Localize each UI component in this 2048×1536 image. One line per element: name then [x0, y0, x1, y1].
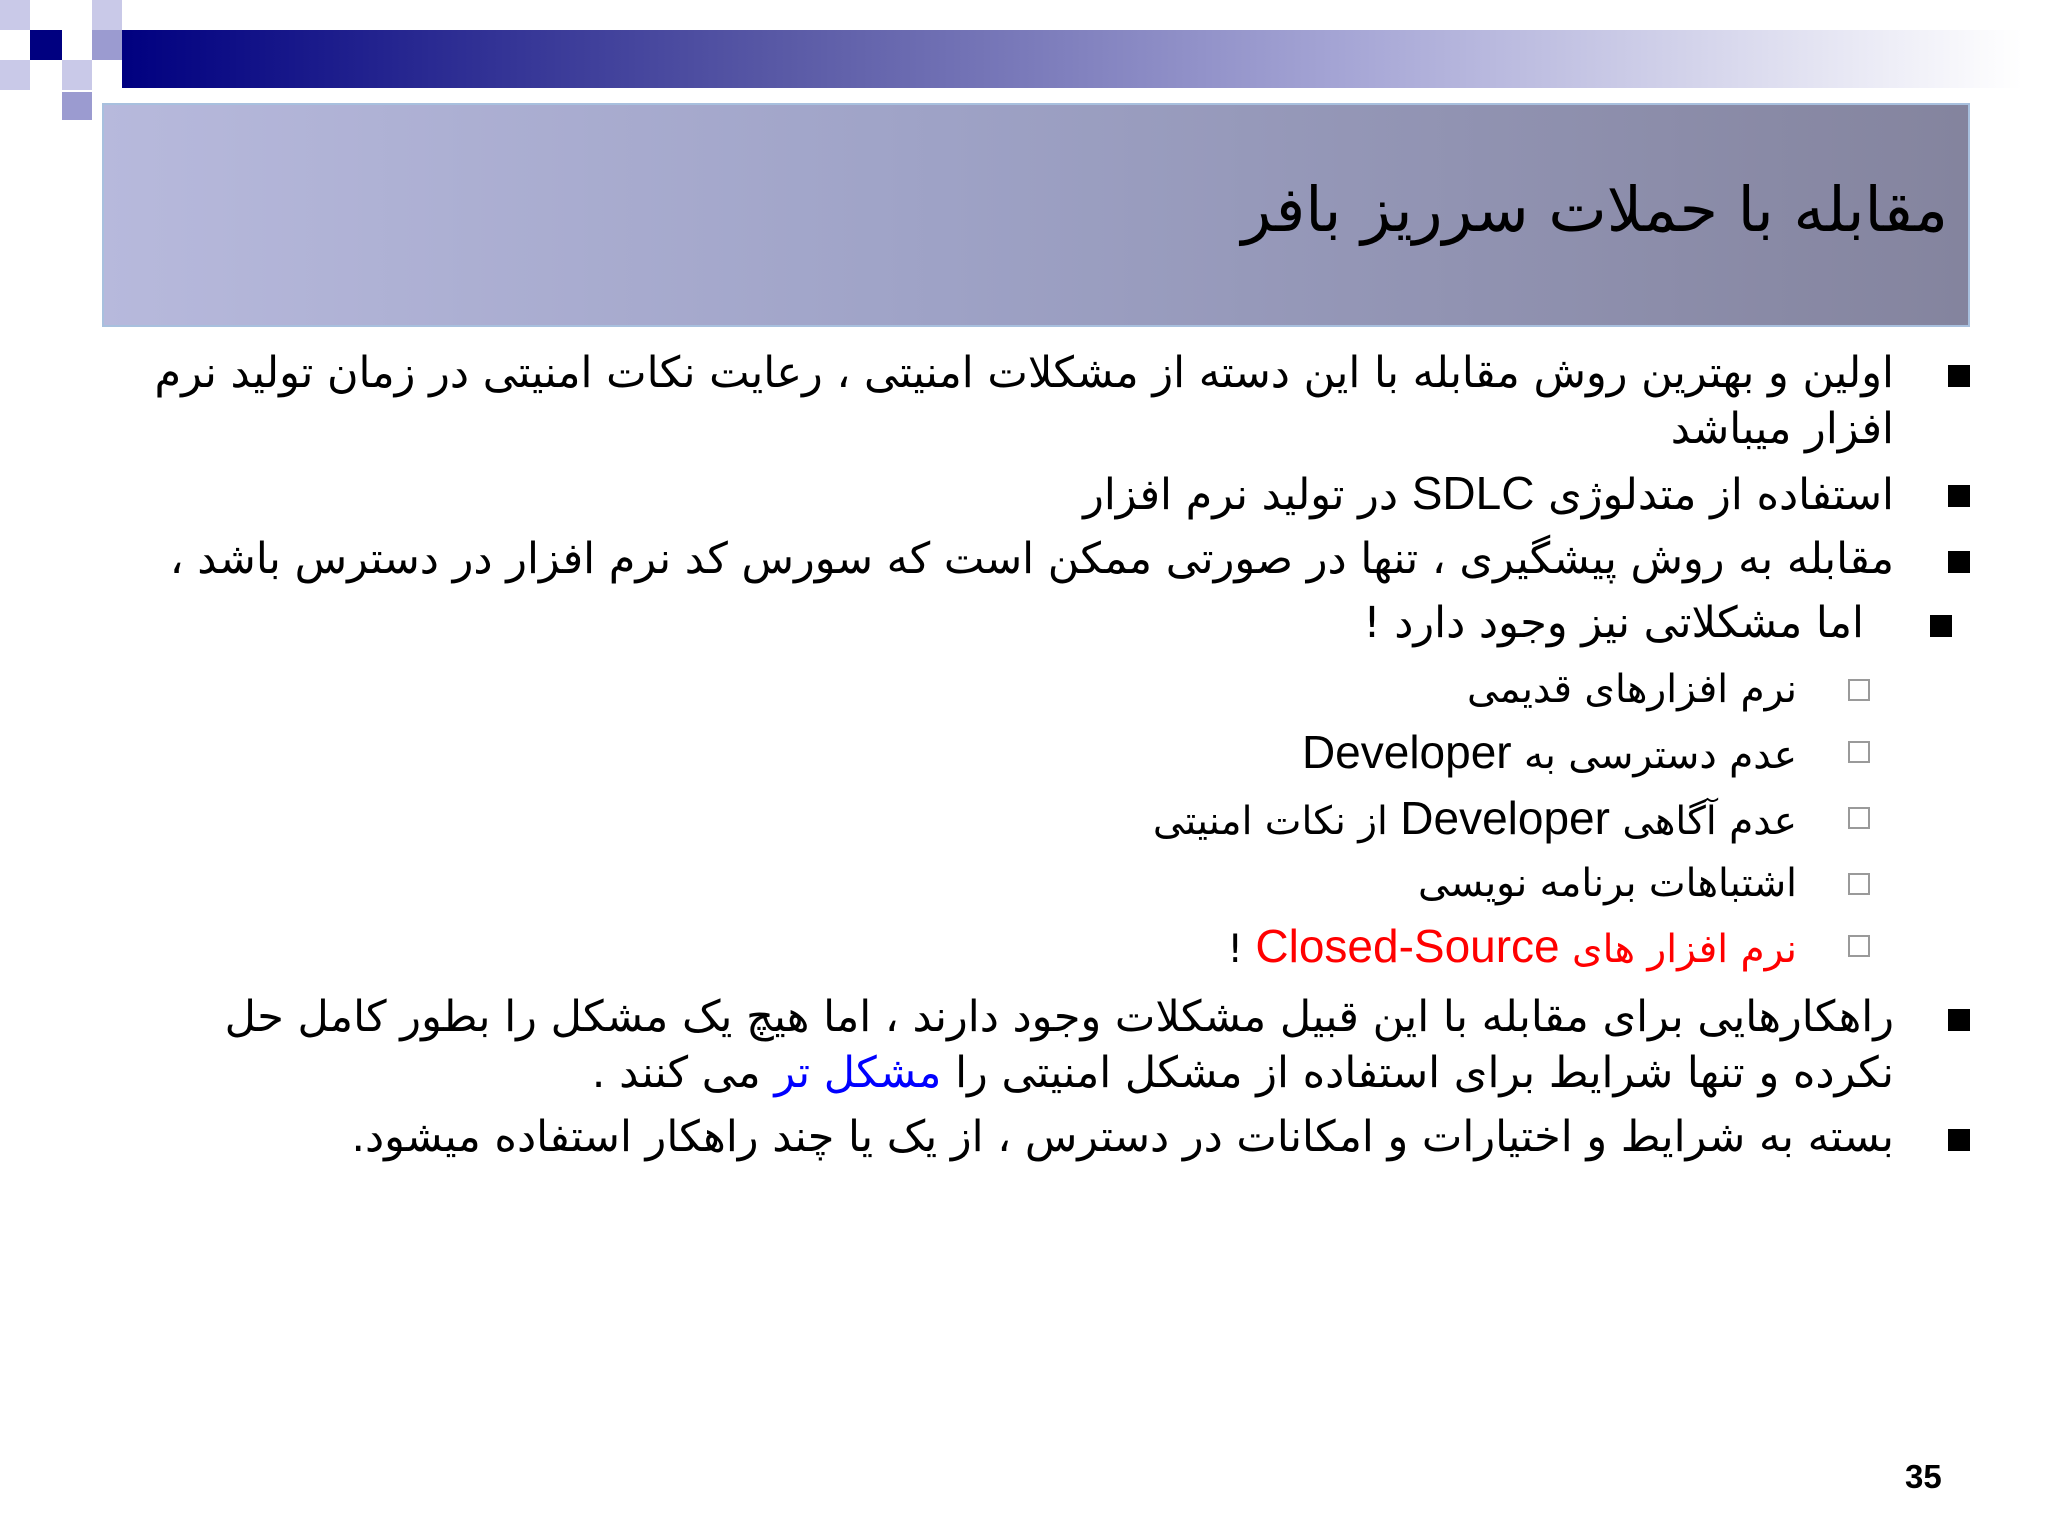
sub-bullet-item [122, 659, 1982, 721]
sub-bullet-item [122, 853, 1982, 915]
closed-source-term: Closed-Source [1255, 920, 1560, 972]
corner-square-decoration [0, 60, 30, 90]
hollow-square-bullet-icon [1848, 679, 1870, 701]
sdlc-term: SDLC [1411, 467, 1535, 519]
square-bullet-icon [1948, 551, 1970, 573]
title-bar [102, 103, 1970, 327]
corner-square-decoration [30, 30, 62, 60]
sub-bullet-text-red: نرم افزار های [1559, 927, 1797, 972]
sub-bullet-text: از نکات امنیتی [1152, 799, 1401, 844]
sub-bullet-text: عدم آگاهی [1609, 799, 1797, 844]
square-bullet-icon [1930, 615, 1952, 637]
bullet-text: راهکارهایی برای مقابله با این قبیل مشکلات وجود دارند ، اما هیچ یک مشکل را بطور کامل حل نکرده و تنها شرایط برای استفاده از مشکل امنیتی را [224, 992, 1894, 1098]
bullet-item [122, 531, 1982, 587]
sub-bullet-list [122, 659, 1982, 981]
corner-square-decoration [62, 60, 92, 90]
sub-bullet-text: عدم دسترسی به [1511, 733, 1797, 778]
bullet-item [122, 345, 1982, 457]
developer-term: Developer [1301, 726, 1512, 778]
hollow-square-bullet-icon [1848, 873, 1870, 895]
bullet-text: اولین و بهترین روش مقابله با این دسته از مشکلات امنیتی ، رعایت نکات امنیتی در زمان تولید نرم افزار میباشد [154, 348, 1894, 454]
corner-square-decoration [92, 30, 122, 60]
bullet-text: بسته به شرایط و اختیارات و امکانات در دسترس ، از یک یا چند راهکار استفاده میشود. [351, 1112, 1894, 1162]
page-number: 35 [1905, 1458, 1942, 1495]
sub-bullet-text: اشتباهات برنامه نویسی [1418, 861, 1797, 906]
bullet-item [122, 1109, 1982, 1165]
corner-square-decoration [92, 0, 122, 30]
bullet-text: اما مشکلاتی نیز وجود دارد ! [1363, 598, 1864, 648]
hollow-square-bullet-icon [1848, 807, 1870, 829]
sub-bullet-text: ! [1227, 927, 1256, 972]
sub-bullet-item [122, 915, 1982, 981]
corner-square-decoration [0, 0, 30, 30]
sub-bullet-text: نرم افزارهای قدیمی [1467, 667, 1797, 712]
header-gradient-band [122, 30, 2022, 88]
corner-square-decoration [62, 92, 92, 120]
sub-bullet-item [122, 787, 1982, 853]
square-bullet-icon [1948, 1129, 1970, 1151]
square-bullet-icon [1948, 485, 1970, 507]
square-bullet-icon [1948, 365, 1970, 387]
highlighted-text-blue: مشکل تر [774, 1048, 942, 1098]
bullet-text: می کنند . [591, 1048, 775, 1098]
bullet-text: استفاده از متدلوژی [1534, 470, 1894, 520]
sub-bullet-item [122, 721, 1982, 787]
hollow-square-bullet-icon [1848, 935, 1870, 957]
bullet-list [122, 345, 1982, 1173]
bullet-item [122, 595, 1982, 651]
hollow-square-bullet-icon [1848, 741, 1870, 763]
bullet-item [122, 989, 1982, 1101]
bullet-text: در تولید نرم افزار [1083, 470, 1412, 520]
bullet-item [122, 465, 1982, 523]
developer-term: Developer [1400, 792, 1610, 844]
bullet-text: مقابله به روش پیشگیری ، تنها در صورتی ممکن است که سورس کد نرم افزار در دسترس باشد ، [169, 534, 1894, 584]
square-bullet-icon [1948, 1009, 1970, 1031]
slide-title: مقابله با حملات سرریز بافر [1241, 173, 1948, 246]
